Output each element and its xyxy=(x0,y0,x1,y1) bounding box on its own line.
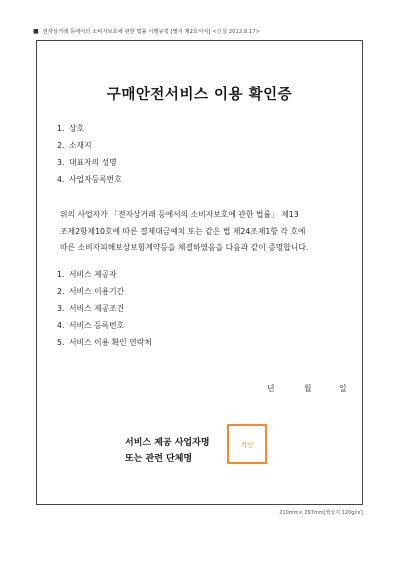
form-title: 구매안전서비스 이용 확인증 xyxy=(106,87,293,103)
header-text: 전자상거래 등에서의 소비자보호에 관한 법률 시행규칙 [별지 제2호서식] xyxy=(42,29,211,35)
list-item: 4. 서비스 등록번호 xyxy=(57,321,125,330)
paragraph-line: 따른 소비자피해보상보험계약등을 체결하였음을 다음과 같이 증명합니다. xyxy=(60,243,309,252)
signer-line: 서비스 제공 사업자명 xyxy=(125,438,210,448)
paragraph-line: 조제2항제10호에 따른 결제대금예치 또는 같은 법 제24조제1항 각 호에 xyxy=(60,226,306,236)
paragraph-line: 위의 사업자가 「전자상거래 등에서의 소비자보호에 관한 법률」 제13 xyxy=(60,210,299,219)
list-item: 1. 서비스 제공자 xyxy=(57,270,117,279)
paper-spec-footer: 210mm× 297mm[백상지 120g/㎡] xyxy=(279,510,363,516)
day-label: 일 xyxy=(339,384,347,393)
list-item: 4. 사업자등록번호 xyxy=(57,175,122,184)
business-info-list xyxy=(57,120,122,188)
list-item: 1. 상호 xyxy=(57,124,85,133)
certification-paragraph xyxy=(52,207,350,257)
list-item: 2. 소재지 xyxy=(57,141,92,150)
list-item: 3. 대표자의 성명 xyxy=(57,158,117,167)
square-bullet-icon: ■ xyxy=(33,27,39,35)
form-header xyxy=(33,27,373,35)
signer-name-block xyxy=(125,435,210,467)
list-item: 3. 서비스 제공조건 xyxy=(57,304,125,313)
service-info-list xyxy=(57,266,152,351)
month-label: 월 xyxy=(304,384,312,393)
certificate-form xyxy=(36,40,363,505)
seal-stamp-box xyxy=(227,424,267,464)
year-label: 년 xyxy=(267,384,275,393)
header-note: <신설 2012.8.17> xyxy=(212,29,261,35)
signer-line: 또는 관련 단체명 xyxy=(125,454,193,464)
list-item: 5. 서비스 이용 확인 연락처 xyxy=(57,338,152,347)
list-item: 2. 서비스 이용기간 xyxy=(57,287,125,296)
seal-label: 직인 xyxy=(240,440,254,449)
